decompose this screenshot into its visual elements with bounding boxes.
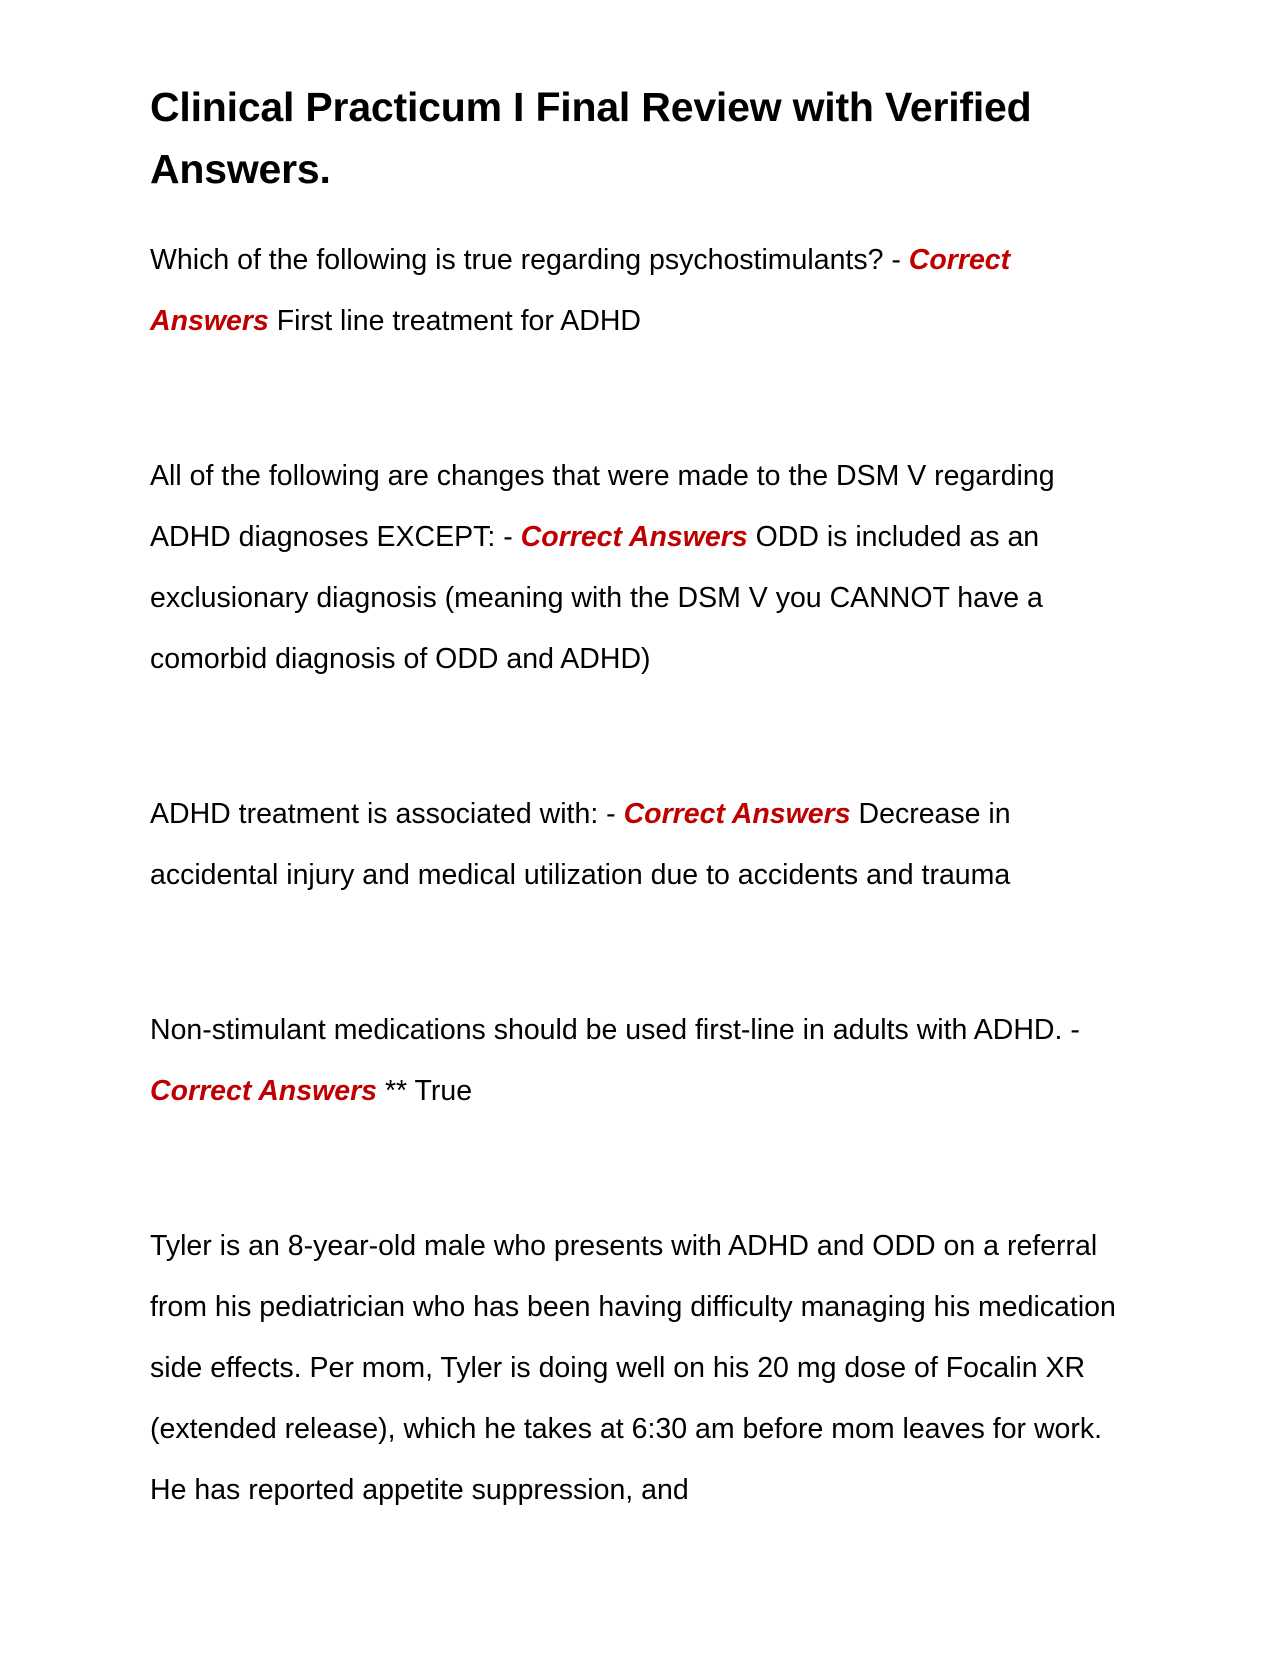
question-text: Non-stimulant medications should be used first-line in adults with ADHD. - [150,1014,1080,1046]
document-title: Clinical Practicum I Final Review with Verified Answers. [150,84,1032,192]
question-text: ADHD treatment is associated with: - [150,798,624,830]
correct-answers-label: Correct Answers [520,521,748,553]
correct-answers-label: Correct Answers [623,798,851,830]
correct-answers-label: Correct Answers [150,244,1011,337]
qa-item-1 [150,230,1130,352]
trailing-paragraph: Tyler is an 8-year-old male who presents with ADHD and ODD on a referral from his pediatrician who has been having difficulty managing his medication side effects. Per mom, Tyler is doing well on his 20 mg dose of Focalin XR (extended release), which he takes at 6:30 am before mom leaves for work. He has reported appetite suppression, and [150,1230,1116,1506]
answer-text: First line treatment for ADHD [268,305,641,337]
question-text: All of the following are changes that were made to the DSM V regarding ADHD diagnoses EXCEPT: - [150,460,1055,553]
qa-item-2 [150,446,1130,690]
correct-answers-label: Correct Answers [150,1075,378,1107]
answer-text: ODD is included as an exclusionary diagnosis (meaning with the DSM V you CANNOT have a comorbid diagnosis of ODD and ADHD) [150,521,1043,675]
qa-item-3 [150,784,1130,906]
qa-item-4 [150,1000,1130,1122]
answer-text: ** True [377,1075,473,1107]
answer-text: Decrease in accidental injury and medical utilization due to accidents and trauma [150,798,1011,891]
question-text: Which of the following is true regarding psychostimulants? - [150,244,909,276]
